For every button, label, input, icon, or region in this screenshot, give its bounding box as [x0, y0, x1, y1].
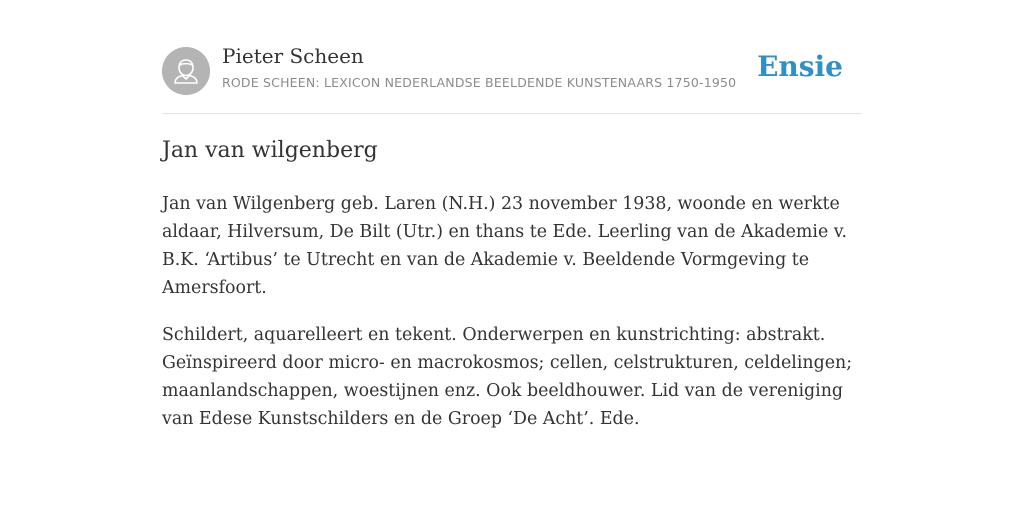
user-icon[interactable] — [162, 47, 210, 95]
source-label[interactable]: RODE SCHEEN: LEXICON NEDERLANDSE BEELDENDE KUNSTENAARS 1750-1950 — [222, 75, 737, 90]
article-title: Jan van wilgenberg — [162, 138, 378, 163]
header-divider — [162, 113, 862, 114]
brand-logo[interactable]: Ensie — [757, 50, 843, 83]
paragraph-2: Schildert, aquarelleert en tekent. Onderwerpen en kunstrichting: abstrakt. Geïnspireerd door micro- en macrokosmos; cellen, celstrukturen, celdelingen; maanlandschappen, woestijnen enz. Ook beeldhouwer. Lid van de vereniging van Edese Kunstschilders en de Groep ‘De Acht’. Ede. — [162, 325, 853, 429]
article-header — [162, 44, 862, 98]
author-name[interactable]: Pieter Scheen — [222, 44, 364, 68]
article-body — [162, 190, 862, 452]
paragraph-1: Jan van Wilgenberg geb. Laren (N.H.) 23 november 1938, woonde en werkte aldaar, Hilversum, De Bilt (Utr.) en thans te Ede. Leerling van de Akademie v. B.K. ‘Artibus’ te Utrecht en van de Akademie v. Beeldende Vormgeving te Amersfoort. — [162, 194, 848, 298]
